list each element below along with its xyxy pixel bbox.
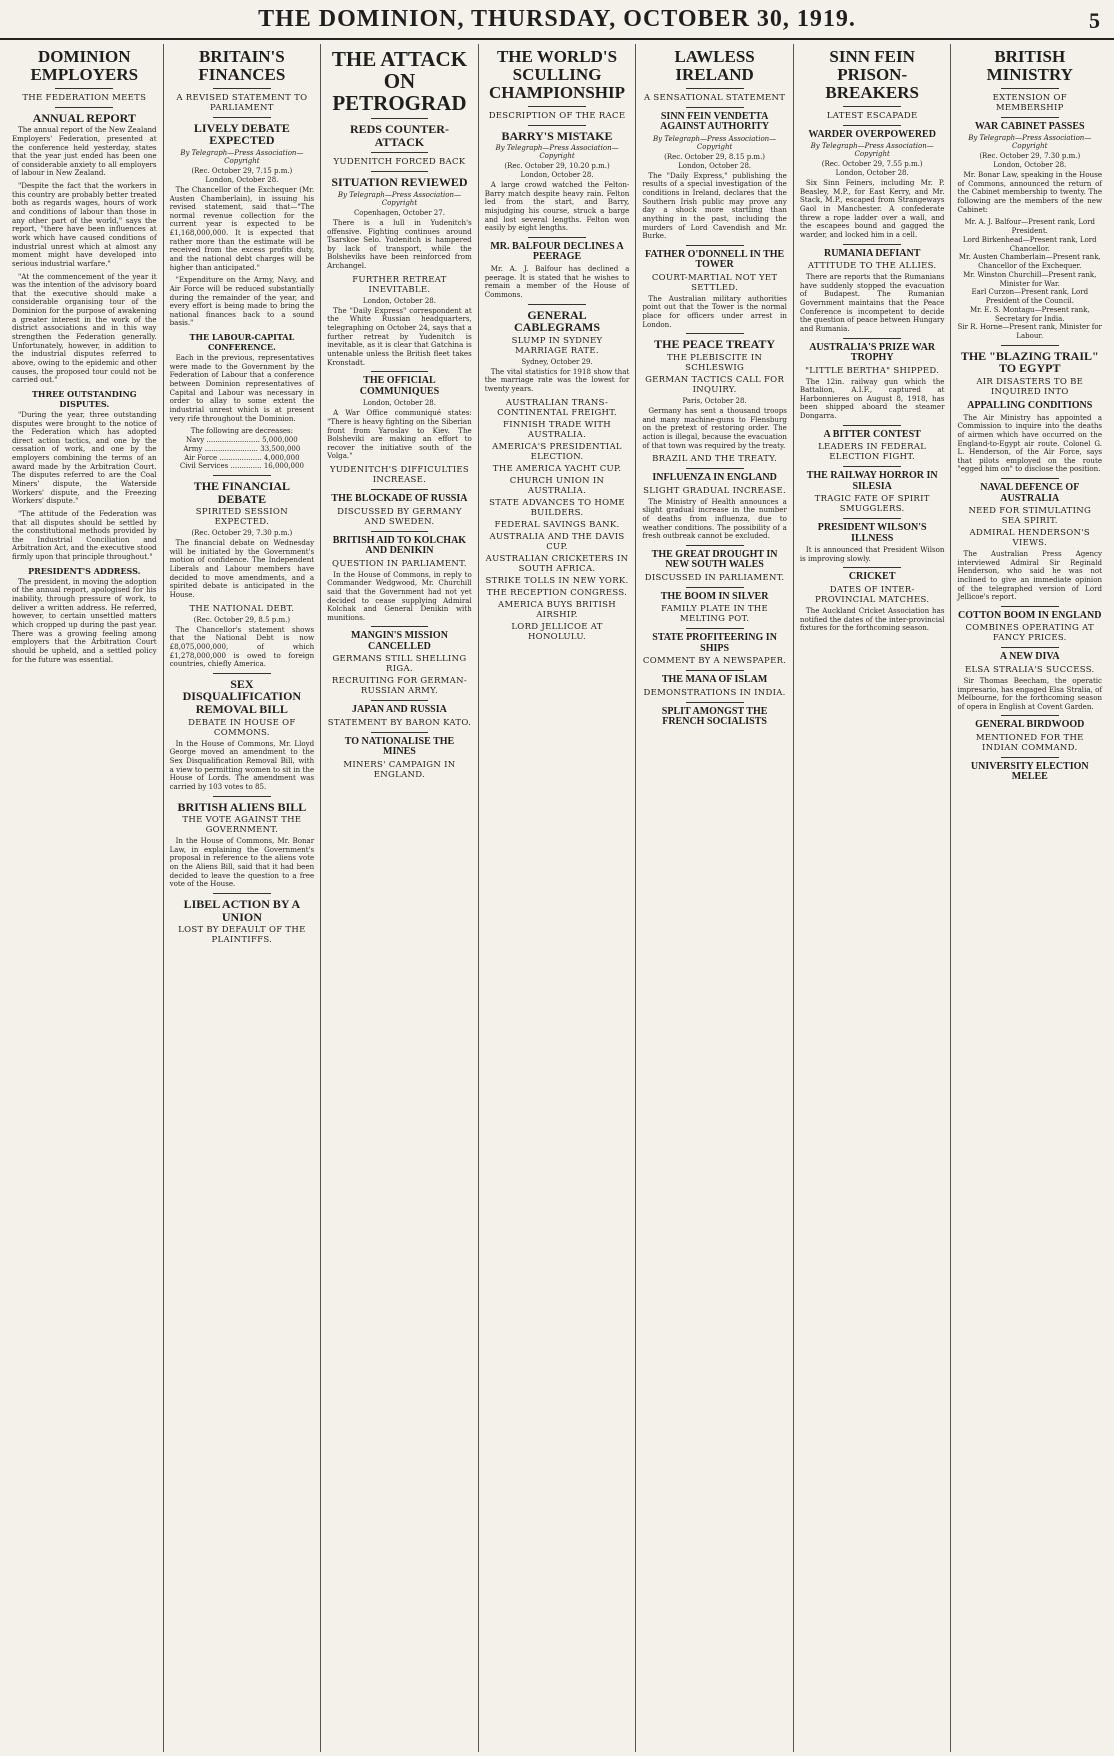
- subhead: INFLUENZA IN ENGLAND: [652, 472, 777, 484]
- article-body: "Despite the fact that the workers in this country are probably better treated both as regards wages, hours of work and conditions of labour than those in any other part of the world," says the report, "there have been influences at work which have caused conditions of industrial unrest which at almost any moment might have developed into serious industrial warfare.": [12, 181, 157, 268]
- article-body: Sir Thomas Beecham, the operatic impresario, has engaged Elsa Stralia, of Melbourne, for the forthcoming season of opera in English at Covent Garden.: [957, 675, 1103, 711]
- dateline: Paris, October 28.: [682, 396, 747, 405]
- cabinet-list: Mr. A. J. Balfour—Present rank, Lord President. Lord Birkenhead—Present rank, Lord Chancellor. Mr. Austen Chamberlain—Present rank, Chancellor of the Exchequer. Mr. Winston Churchill—Present rank, Minister for War. Earl Curzon—Present rank, Lord President of the Council. Mr. E. S. Montagu—Present rank, Secretary for India. Sir R. Horne—Present rank, Minister for Labour.: [957, 218, 1102, 341]
- subhead: MENTIONED FOR THE INDIAN COMMAND.: [975, 732, 1084, 753]
- masthead: [0, 0, 1114, 40]
- article-body: "At the commencement of the year it was the intention of the advisory board that the executive should make a considerable organising tour of the Dominion for the purpose of awakening a greater interest in the work of the district associations and in this way strengthen the Federation generally. Unfortunately, however, in addition to the industrial disputes referred to above, owing to the epidemic and other causes, the proposed tour could not be carried out.": [12, 271, 157, 385]
- subhead: AUSTRALIA AND THE DAVIS CUP.: [489, 531, 625, 552]
- subhead: THE RECEPTION CONGRESS.: [486, 587, 628, 598]
- subhead: ELSA STRALIA'S SUCCESS.: [964, 664, 1095, 675]
- subhead: LATEST ESCAPADE: [826, 110, 918, 121]
- article-body: There is a lull in Yudenitch's offensive. Fighting continues around Tsarskoe Selo. Yudenitch is hampered by lack of transport, while the Bolsheviks have been reinforced from Archangel.: [327, 217, 472, 271]
- subhead: A REVISED STATEMENT TO PARLIAMENT: [176, 92, 308, 113]
- subhead: MINERS' CAMPAIGN IN ENGLAND.: [343, 759, 456, 780]
- subhead: RECRUITING FOR GERMAN-RUSSIAN ARMY.: [331, 676, 467, 697]
- subhead: PRESIDENT WILSON'S ILLNESS: [817, 522, 927, 544]
- received-line: (Rec. October 29, 7.55 p.m.): [821, 160, 923, 169]
- subhead: AMERICA'S PRESIDENTIAL ELECTION.: [492, 441, 622, 462]
- subhead: BARRY'S MISTAKE: [501, 128, 613, 143]
- article-body: Six Sinn Feiners, including Mr. P. Beasley, M.P., for East Kerry, and Mr. Stack, M.P., escaped from Strangeways Gaol in Manchester. A confederate threw a rope ladder over a wall, and the escapees bound and gagged the warder, and locked him in a cell.: [799, 178, 945, 239]
- subhead: FEDERAL SAVINGS BANK.: [494, 519, 620, 530]
- subhead: AUSTRALIAN TRANS-CONTINENTAL FREIGHT.: [497, 397, 617, 418]
- subhead: GENERAL CABLEGRAMS: [514, 307, 601, 335]
- subhead: THREE OUTSTANDING DISPUTES.: [31, 388, 137, 409]
- subhead: THE RAILWAY HORROR IN SILESIA: [806, 470, 938, 492]
- subhead: THE BLOCKADE OF RUSSIA: [331, 493, 468, 505]
- subhead: WAR CABINET PASSES: [974, 120, 1085, 132]
- article-body: Germany has sent a thousand troops and many machine-guns to Flensburg on the pretext of restoring order. The action is illegal, because the evacuation of that town was required by the treaty.: [642, 405, 787, 450]
- subhead: DISCUSSED BY GERMANY AND SWEDEN.: [337, 506, 462, 527]
- page-number: 5: [1089, 8, 1100, 33]
- subhead: A NEW DIVA: [999, 651, 1060, 663]
- subhead: A SENSATIONAL STATEMENT: [643, 92, 786, 103]
- subhead: ADMIRAL HENDERSON'S VIEWS.: [969, 528, 1090, 549]
- received-line: (Rec. October 29, 7.30 p.m.): [191, 529, 293, 538]
- subhead: SLUMP IN SYDNEY MARRIAGE RATE.: [511, 335, 603, 356]
- subhead: YUDENITCH FORCED BACK: [333, 157, 466, 168]
- headline-employers: DOMINION EMPLOYERS: [30, 47, 139, 84]
- subhead: BRAZIL AND THE TREATY.: [652, 454, 778, 465]
- subhead: AUSTRALIA'S PRIZE WAR TROPHY: [809, 341, 936, 363]
- subhead: PRESIDENT'S ADDRESS.: [28, 565, 141, 576]
- article-body: In the House of Commons, Mr. Bonar Law, in explaining the Government's proposal in reference to the aliens vote on the Aliens Bill, said that it had been decided to leave the question to a free vote of the House.: [169, 836, 315, 889]
- subhead: SPIRITED SESSION EXPECTED.: [195, 507, 288, 528]
- article-body: The "Daily Express" correspondent at the White Russian headquarters, telegraphing on October 24, says that a further retreat by Yudenitch is inevitable, as it is clear that Gatchina is untenable unless the British fleet takes Kronstadt.: [327, 305, 472, 367]
- article-body: Mr. A. J. Balfour has declined a peerage. It is stated that he wishes to remain a member of the House of Commons.: [484, 263, 630, 299]
- subhead: LORD JELLICOE AT HONOLULU.: [511, 621, 603, 642]
- subhead: THE BOOM IN SILVER: [660, 590, 769, 602]
- subhead: STATE PROFITEERING IN SHIPS: [652, 632, 777, 654]
- column-2: [164, 44, 322, 1752]
- article-body: The Australian military authorities point out that the Tower is the normal place for officers under arrest in London.: [642, 293, 787, 329]
- received-line: (Rec. October 29, 7.15 p.m.): [191, 166, 293, 175]
- dateline: London, October 28.: [205, 175, 279, 184]
- column-6: [794, 44, 952, 1752]
- article-body: The vital statistics for 1918 show that the marriage rate was the lowest for twenty years.: [484, 366, 630, 393]
- decrease-list: The following are decreases: Navy ........................ 5,000,000 Army ........................ 33,500,000 Air Force ................... 4,000,000 Civil Services .............. 16,000,000: [179, 427, 304, 471]
- subhead: FATHER O'DONNELL IN THE TOWER: [645, 248, 785, 271]
- subhead: THE OFFICIAL COMMUNIQUES: [359, 375, 440, 397]
- dateline: London, October 28.: [835, 169, 909, 178]
- headline-sculling: THE WORLD'S SCULLING CHAMPIONSHIP: [489, 47, 626, 102]
- subhead: COURT-MARTIAL NOT YET SETTLED.: [651, 272, 778, 293]
- subhead: MANGIN'S MISSION CANCELLED: [350, 630, 448, 652]
- subhead: DEMONSTRATIONS IN INDIA.: [643, 687, 786, 698]
- subhead: QUESTION IN PARLIAMENT.: [332, 558, 467, 569]
- subhead: GERMAN TACTICS CALL FOR INQUIRY.: [645, 374, 785, 395]
- credit-line: By Telegraph—Press Association—Copyright: [180, 148, 304, 165]
- subhead: BRITISH AID TO KOLCHAK AND DENIKIN: [332, 534, 467, 557]
- subhead: LEADERS IN FEDERAL ELECTION FIGHT.: [818, 442, 927, 463]
- article-body: "The attitude of the Federation was that all disputes should be settled by the constitutional methods provided by the Industrial Conciliation and Arbitration Act, and the executive stood firmly upon that principle throughout.": [12, 508, 157, 562]
- article-body: The financial debate on Wednesday will be initiated by the Government's motion of confidence. The Independent Liberals and Labour members have decided to move amendments, and a spirited debate is anticipated in the House.: [169, 538, 315, 600]
- article-body: Mr. Bonar Law, speaking in the House of Commons, announced the return of the Cabinet membership to twenty. The following are the members of the new Cabinet:: [957, 170, 1103, 214]
- column-1: [6, 44, 164, 1752]
- received-line: (Rec. October 29, 8.15 p.m.): [664, 152, 766, 161]
- article-body: There are reports that the Rumanians have suddenly stopped the evacuation of Budapest. The Rumanian Government maintains that the Peace Conference is incompetent to decide the question of peace between Hungary and Rumania.: [799, 272, 945, 333]
- subhead: THE NATIONAL DEBT.: [189, 603, 295, 614]
- article-body: "During the year, three outstanding disputes were brought to the notice of the Federation which has adopted direct action tactics, and one by the cessation of work, and one by the employers combining the terms of an award made by the Arbitration Court. The disputes referred to are the Coal Miners' dispute, the Waterside Workers' dispute, and the Freezing Workers' dispute.": [12, 409, 157, 506]
- subhead: SEX DISQUALIFICATION REMOVAL BILL: [182, 676, 302, 717]
- dateline: London, October 28.: [520, 171, 594, 180]
- received-line: (Rec. October 29, 7.30 p.m.): [979, 152, 1081, 161]
- subhead: THE "BLAZING TRAIL" TO EGYPT: [960, 348, 1099, 376]
- received-line: (Rec. October 29, 8.5 p.m.): [193, 615, 291, 624]
- received-line: (Rec. October 29, 10.20 p.m.): [504, 162, 610, 171]
- subhead: ATTITUDE TO THE ALLIES.: [807, 261, 937, 272]
- article-body: The Ministry of Health announces a slight gradual increase in the number of deaths from influenza, due to weather conditions. The possibility of a fresh outbreak cannot be excluded.: [642, 496, 787, 541]
- headline-ireland: LAWLESS IRELAND: [674, 47, 755, 84]
- subhead: TO NATIONALISE THE MINES: [344, 735, 455, 758]
- subhead: FINNISH TRADE WITH AUSTRALIA.: [503, 419, 611, 440]
- credit-line: By Telegraph—Press Association—Copyright: [653, 134, 777, 151]
- columns: [6, 44, 1108, 1752]
- column-5: [636, 44, 794, 1752]
- subhead: AUSTRALIAN CRICKETERS IN SOUTH AFRICA.: [485, 553, 629, 574]
- headline-petrograd: THE ATTACK ON PETROGRAD: [331, 47, 468, 116]
- subhead: SLIGHT GRADUAL INCREASE.: [643, 485, 787, 496]
- subhead: DISCUSSED IN PARLIAMENT.: [644, 572, 785, 583]
- subhead: DEBATE IN HOUSE OF COMMONS.: [188, 717, 296, 738]
- subhead: THE GREAT DROUGHT IN NEW SOUTH WALES: [651, 548, 778, 571]
- article-body: The Australian Press Agency interviewed Admiral Sir Reginald Henderson, who said he was not inclined to give an immediate opinion of the telegraphed version of Lord Jellicoe's report.: [957, 549, 1103, 602]
- subhead: STATE ADVANCES TO HOME BUILDERS.: [489, 497, 625, 518]
- article-body: The Auckland Cricket Association has notified the dates of the inter-provincial fixtures for the forthcoming season.: [799, 605, 945, 633]
- subhead: THE PLEBISCITE IN SCHLESWIG: [666, 352, 763, 373]
- subhead: STATEMENT BY BARON KATO.: [327, 717, 472, 728]
- subhead: THE LABOUR-CAPITAL CONFERENCE.: [189, 332, 295, 353]
- subhead: WARDER OVERPOWERED: [808, 128, 936, 140]
- dateline: London, October 28.: [362, 399, 436, 408]
- subhead: "LITTLE BERTHA" SHIPPED.: [805, 365, 940, 376]
- credit-line: By Telegraph—Press Association—Copyright: [810, 142, 934, 159]
- subhead: THE VOTE AGAINST THE GOVERNMENT.: [182, 815, 302, 836]
- subhead: SPLIT AMONGST THE FRENCH SOCIALISTS: [661, 705, 768, 728]
- subhead: COTTON BOOM IN ENGLAND: [958, 609, 1102, 621]
- article-body: "Expenditure on the Army, Navy, and Air Force will be reduced substantially during the remainder of the year, and every effort is being made to bring the national finances back to a sound basis.": [169, 275, 315, 328]
- subhead: STRIKE TOLLS IN NEW YORK.: [485, 575, 629, 586]
- dateline: London, October 28.: [993, 161, 1067, 170]
- column-3: [321, 44, 479, 1752]
- article-body: The Chancellor's statement shows that the National Debt is now £8,075,000,000, of which £1,278,000,000 is owed to foreign countries, chiefly America.: [169, 624, 315, 669]
- subhead: SINN FEIN VENDETTA AGAINST AUTHORITY: [660, 110, 770, 133]
- column-7: [951, 44, 1108, 1752]
- article-body: Each in the previous, representatives were made to the Government by the Federation of Labour that a conference between Dominion representatives of Capital and Labour was necessary in order to allay to some extent the industrial unrest which is at present very rife throughout the Dominion.: [169, 353, 315, 423]
- subhead: FURTHER RETREAT INEVITABLE.: [352, 274, 447, 295]
- dateline: London, October 28.: [362, 296, 436, 305]
- subhead: LIBEL ACTION BY A UNION: [183, 896, 301, 924]
- subhead: GENERAL BIRDWOOD: [975, 719, 1085, 731]
- article-body: The "Daily Express," publishing the results of a special investigation of the conditions in Ireland, declares that the Southern Irish public may prove any day a shock more startling than anything in the past, including the murders of Lord Cavendish and Mr. Burke.: [642, 170, 787, 241]
- column-4: [479, 44, 637, 1752]
- credit-line: By Telegraph—Press Association—Copyright: [968, 134, 1092, 151]
- dateline: Copenhagen, October 27.: [353, 208, 445, 217]
- article-body: In the House of Commons, in reply to Commander Wedgwood, Mr. Churchill said that the Government had not yet decided to cease supplying Admiral Kolchak and General Denikin with munitions.: [327, 569, 472, 622]
- article-body: The president, in moving the adoption of the annual report, apologised for his inability, through pressure of work, to deliver a written address. He referred, however, to certain unsettled matters which cropped up during the past year. There was a growing feeling among employers that the Arbitration Court should be upheld, and a settled policy for the future was essential.: [12, 576, 157, 664]
- subhead: JAPAN AND RUSSIA: [352, 704, 447, 716]
- subhead: THE AMERICA YACHT CUP.: [492, 463, 622, 474]
- subhead: A BITTER CONTEST: [823, 428, 921, 440]
- subhead: THE PEACE TREATY: [654, 337, 776, 352]
- article-body: It is announced that President Wilson is improving slowly.: [799, 545, 945, 563]
- article-body: The annual report of the New Zealand Employers' Federation, presented at the conference held yesterday, states that the year just ended has been one of considerable anxiety to all employers of labour in New Zealand.: [12, 125, 157, 178]
- subhead: COMMENT BY A NEWSPAPER.: [642, 656, 787, 667]
- subhead: EXTENSION OF MEMBERSHIP: [992, 92, 1067, 113]
- article-body: The 12in. railway gun which the Battalion, A.I.F., captured at Harbonnieres on August 8, 1918, has been shipped aboard the steamer Dongarra.: [799, 376, 945, 421]
- subhead: CHURCH UNION IN AUSTRALIA.: [509, 475, 605, 496]
- article-body: The Air Ministry has appointed a Commission to inquire into the deaths of airmen which have occurred on the England-to-Egypt air route. Colonel G. L. Henderson, of the Air Force, says that pilots employed on the route "egged him on" to disclose the position.: [957, 412, 1103, 474]
- subhead: AMERICA BUYS BRITISH AIRSHIP.: [498, 599, 616, 620]
- subhead: NAVAL DEFENCE OF AUSTRALIA: [980, 482, 1080, 504]
- subhead: DATES OF INTER-PROVINCIAL MATCHES.: [815, 584, 930, 605]
- subhead: UNIVERSITY ELECTION MELEE: [970, 760, 1089, 783]
- subhead: FAMILY PLATE IN THE MELTING POT.: [661, 604, 769, 625]
- subhead: MR. BALFOUR DECLINES A PEERAGE: [490, 240, 624, 263]
- subhead: AIR DISASTERS TO BE INQUIRED INTO: [976, 377, 1084, 398]
- subhead: SITUATION REVIEWED: [331, 175, 468, 190]
- subhead: BRITISH ALIENS BILL: [177, 799, 307, 814]
- article-body: A War Office communiqué states: "There is heavy fighting on the Siberian front from Yaroslav to Kiev. The Bolsheviki are making an effort to recover the initiative south of the Volga.": [327, 408, 472, 461]
- subhead: YUDENITCH'S DIFFICULTIES INCREASE.: [329, 465, 470, 486]
- dateline: London, October 28.: [678, 161, 752, 170]
- headline-finances: BRITAIN'S FINANCES: [198, 47, 286, 84]
- subhead: THE FEDERATION MEETS: [22, 92, 147, 103]
- headline-sinn-fein: SINN FEIN PRISON-BREAKERS: [825, 47, 919, 102]
- credit-line: By Telegraph—Press Association—Copyright: [337, 190, 462, 207]
- subhead: TRAGIC FATE OF SPIRIT SMUGGLERS.: [814, 494, 930, 515]
- subhead: RUMANIA DEFIANT: [823, 247, 921, 259]
- subhead: CRICKET: [848, 571, 896, 583]
- subhead: DESCRIPTION OF THE RACE: [488, 110, 626, 121]
- subhead: COMBINES OPERATING AT FANCY PRICES.: [965, 623, 1095, 644]
- dateline: Sydney, October 29.: [521, 357, 593, 366]
- subhead: REDS COUNTER-ATTACK: [349, 122, 449, 149]
- subhead: THE MANA OF ISLAM: [661, 674, 768, 686]
- subhead: NEED FOR STIMULATING SEA SPIRIT.: [968, 506, 1092, 527]
- subhead: THE FINANCIAL DEBATE: [193, 479, 291, 506]
- headline-ministry: BRITISH MINISTRY: [986, 47, 1073, 84]
- article-body: A large crowd watched the Felton-Barry match despite heavy rain. Felton led from the start, and Barry, misjudging his course, struck a barge and lost several lengths. Felton won easily by eight lengths.: [484, 180, 630, 233]
- subhead: APPALLING CONDITIONS: [967, 400, 1093, 412]
- subhead: GERMANS STILL SHELLING RIGA.: [332, 654, 467, 675]
- subhead: LIVELY DEBATE EXPECTED: [193, 120, 290, 148]
- credit-line: By Telegraph—Press Association—Copyright: [495, 144, 619, 161]
- article-body: The Chancellor of the Exchequer (Mr. Austen Chamberlain), in issuing his revised statement, said that—"The normal revenue collection for the current year is expected to be £1,168,000,000. It is expected that rather more than the estimate will be received from the excess profits duty, and the national debt charges will be higher than anticipated.": [169, 184, 315, 272]
- article-body: In the House of Commons, Mr. Lloyd George moved an amendment to the Sex Disqualification Removal Bill, with a view to permitting women to sit in the House of Lords. The amendment was carried by 103 votes to 85.: [169, 738, 315, 791]
- subhead: LOST BY DEFAULT OF THE PLAINTIFFS.: [178, 925, 306, 946]
- subhead: ANNUAL REPORT: [32, 110, 136, 125]
- newspaper-title: THE DOMINION, THURSDAY, OCTOBER 30, 1919.: [258, 6, 856, 32]
